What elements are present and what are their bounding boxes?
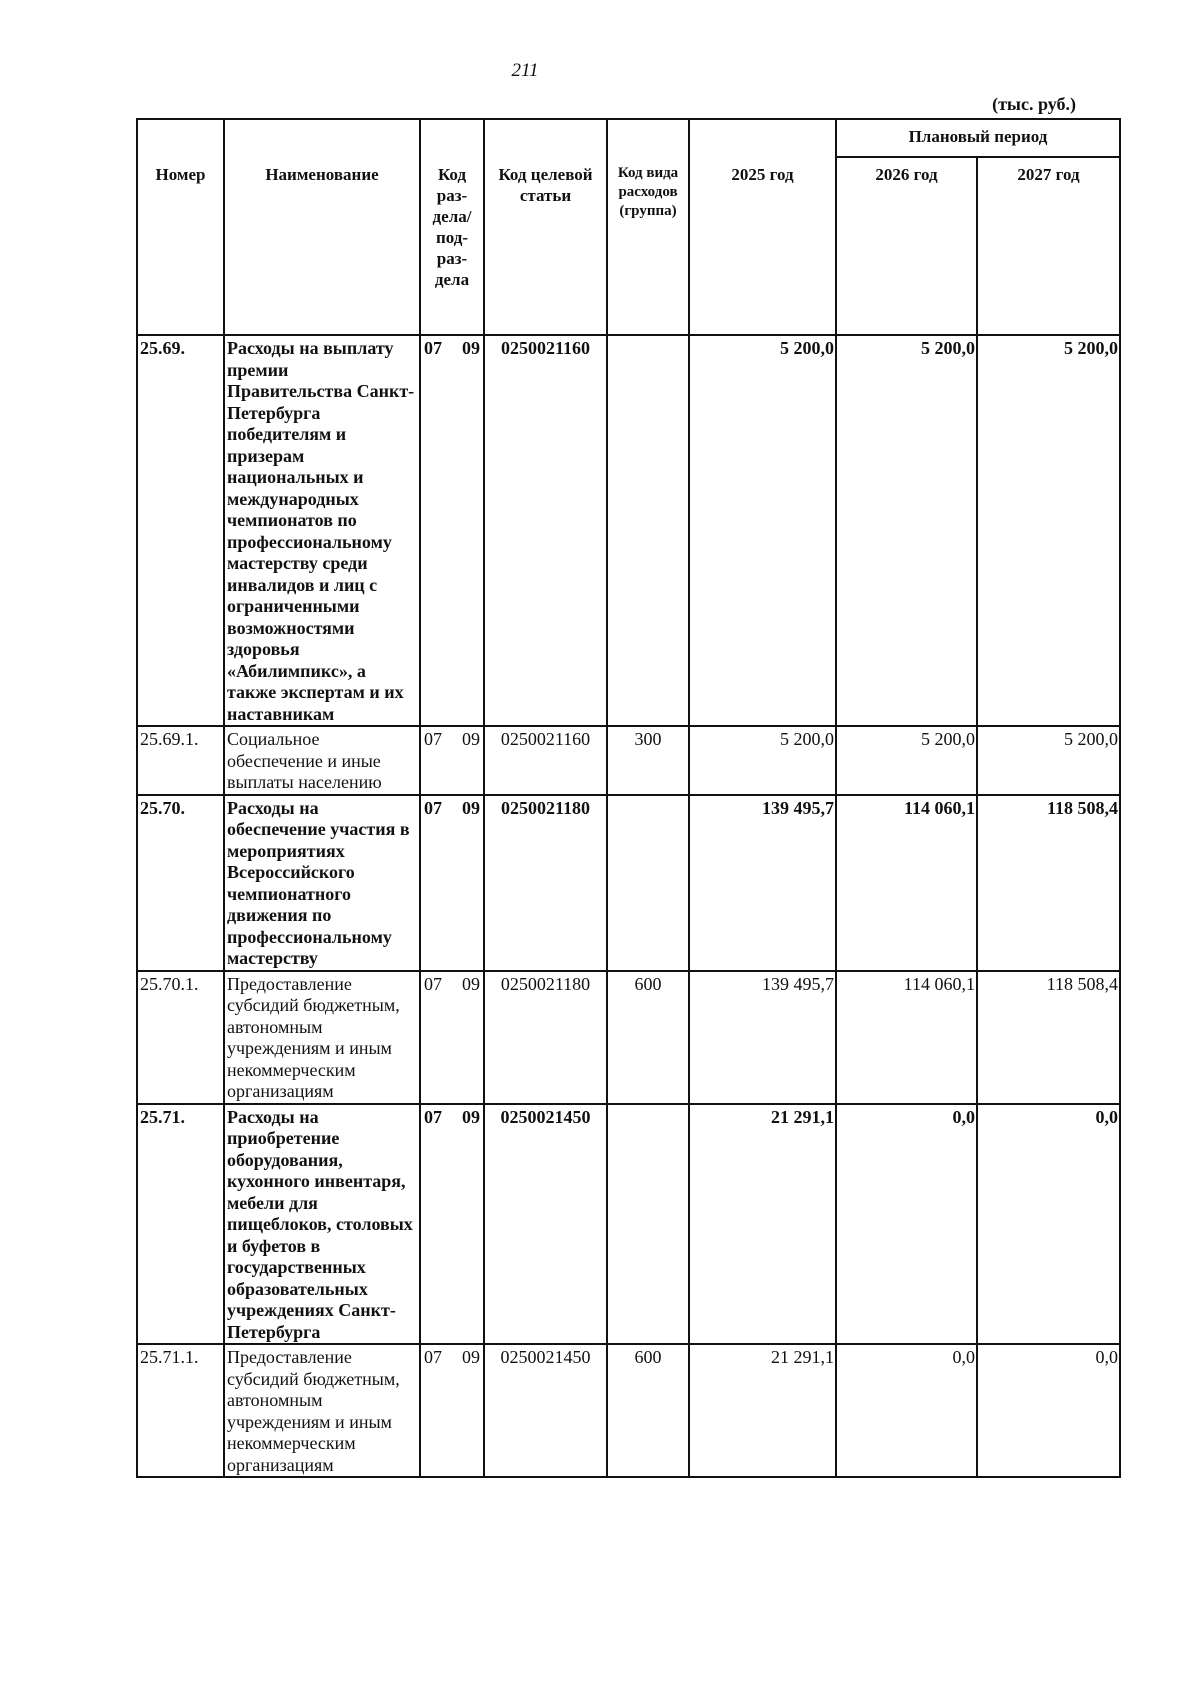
row-number: 25.69. (137, 335, 224, 726)
row-name: Предоставление субсидий бюджетным, автономным учреждениям и иным некоммерческим организациям (224, 971, 420, 1104)
row-target-code: 0250021160 (484, 726, 607, 795)
subsection-code: 09 (462, 1106, 480, 1127)
section-code: 07 (424, 973, 442, 994)
section-code: 07 (424, 1106, 442, 1127)
header-planned-period: Плановый период (836, 119, 1120, 157)
row-amount-2025: 139 495,7 (689, 971, 836, 1104)
subsection-code: 09 (462, 729, 480, 749)
row-number: 25.71.1. (137, 1344, 224, 1477)
row-section-code (420, 1344, 484, 1477)
row-target-code: 0250021450 (484, 1344, 607, 1477)
row-amount-2027: 0,0 (977, 1344, 1120, 1477)
table-row (137, 971, 1120, 1104)
section-code-pair (424, 1347, 480, 1369)
table-row (137, 1104, 1120, 1345)
row-section-code (420, 795, 484, 971)
row-target-code: 0250021180 (484, 795, 607, 971)
section-code-pair (424, 798, 480, 820)
row-expense-type-code: 300 (607, 726, 689, 795)
row-section-code (420, 971, 484, 1104)
table-body (137, 335, 1120, 1477)
section-code-pair (424, 974, 480, 996)
row-amount-2027: 5 200,0 (977, 726, 1120, 795)
row-name: Расходы на обеспечение участия в мероприятиях Всероссийского чемпионатного движения по профессиональному мастерству (224, 795, 420, 971)
row-amount-2025: 21 291,1 (689, 1344, 836, 1477)
header-section-code: Код раз-дела/ под-раз-дела (420, 119, 484, 335)
row-name: Предоставление субсидий бюджетным, автономным учреждениям и иным некоммерческим организациям (224, 1344, 420, 1477)
header-year-2025: 2025 год (689, 119, 836, 335)
row-amount-2026: 0,0 (836, 1344, 977, 1477)
row-amount-2026: 5 200,0 (836, 335, 977, 726)
budget-table (136, 118, 1121, 1478)
row-section-code (420, 726, 484, 795)
subsection-code: 09 (462, 338, 480, 358)
section-code: 07 (424, 797, 442, 818)
row-number: 25.71. (137, 1104, 224, 1345)
row-amount-2027: 118 508,4 (977, 795, 1120, 971)
table-row (137, 795, 1120, 971)
table-row (137, 1344, 1120, 1477)
row-number: 25.69.1. (137, 726, 224, 795)
subsection-code: 09 (462, 1347, 480, 1367)
section-code-pair (424, 338, 480, 360)
row-section-code (420, 1104, 484, 1345)
row-expense-type-code (607, 335, 689, 726)
header-expense-type-code: Код вида расходов (группа) (607, 119, 689, 335)
row-name: Расходы на выплату премии Правительства Санкт-Петербурга победителям и призерам национальных и международных чемпионатов по профессиональному мастерству среди инвалидов и лиц с ограниченными возможностями здоровья «Абилимпикс», а также экспертам и их наставникам (224, 335, 420, 726)
row-amount-2026: 114 060,1 (836, 971, 977, 1104)
row-section-code (420, 335, 484, 726)
header-name: Наименование (224, 119, 420, 335)
units-label: (тыс. руб.) (992, 94, 1076, 114)
section-code: 07 (424, 338, 442, 358)
section-code-pair (424, 1107, 480, 1129)
row-amount-2026: 114 060,1 (836, 795, 977, 971)
row-amount-2025: 139 495,7 (689, 795, 836, 971)
row-expense-type-code (607, 795, 689, 971)
subsection-code: 09 (462, 797, 480, 818)
row-amount-2025: 21 291,1 (689, 1104, 836, 1345)
row-target-code: 0250021450 (484, 1104, 607, 1345)
header-target-code: Код целевой статьи (484, 119, 607, 335)
header-row (137, 119, 1120, 157)
row-number: 25.70.1. (137, 971, 224, 1104)
header-number: Номер (137, 119, 224, 335)
row-name: Социальное обеспечение и иные выплаты населению (224, 726, 420, 795)
header-year-2026: 2026 год (836, 157, 977, 335)
row-amount-2027: 118 508,4 (977, 971, 1120, 1104)
row-amount-2026: 0,0 (836, 1104, 977, 1345)
row-expense-type-code (607, 1104, 689, 1345)
row-amount-2027: 0,0 (977, 1104, 1120, 1345)
row-target-code: 0250021160 (484, 335, 607, 726)
header-year-2027: 2027 год (977, 157, 1120, 335)
section-code: 07 (424, 729, 442, 749)
subsection-code: 09 (462, 973, 480, 994)
table-row (137, 335, 1120, 726)
page-number: 211 (511, 60, 539, 81)
row-name: Расходы на приобретение оборудования, кухонного инвентаря, мебели для пищеблоков, столовых и буфетов в государственных образовательных учреждениях Санкт-Петербурга (224, 1104, 420, 1345)
table-row (137, 726, 1120, 795)
section-code: 07 (424, 1347, 442, 1367)
row-expense-type-code: 600 (607, 1344, 689, 1477)
row-amount-2025: 5 200,0 (689, 335, 836, 726)
row-amount-2027: 5 200,0 (977, 335, 1120, 726)
row-target-code: 0250021180 (484, 971, 607, 1104)
section-code-pair (424, 729, 480, 751)
row-expense-type-code: 600 (607, 971, 689, 1104)
row-number: 25.70. (137, 795, 224, 971)
row-amount-2026: 5 200,0 (836, 726, 977, 795)
row-amount-2025: 5 200,0 (689, 726, 836, 795)
